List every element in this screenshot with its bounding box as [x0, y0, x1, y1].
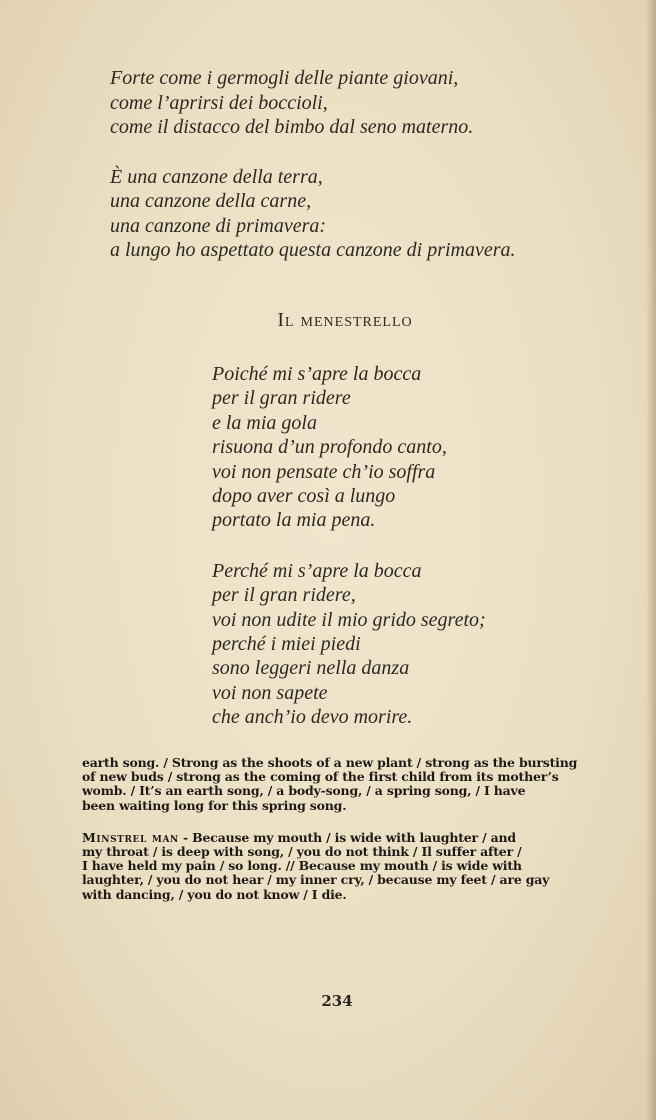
poem-intro-stanza-1 [110, 66, 630, 140]
translation-earth-song [82, 756, 594, 813]
translation-line: my throat / is deep with song, / you do not think / Il suffer after / [82, 844, 522, 860]
verse-line: per il gran ridere [212, 387, 351, 410]
verse-line: Forte come i germogli delle piante giovani, [110, 67, 459, 89]
verse-line: come il distacco del bimbo dal seno materno. [110, 116, 474, 138]
verse-line: risuona d’un profondo canto, [212, 436, 447, 459]
translation-line: laughter, / you do not hear / my inner cry, / because my feet / are gay [82, 872, 550, 888]
verse-line: sono leggeri nella danza [212, 657, 410, 680]
verse-line: È una canzone della terra, [110, 165, 323, 188]
translation-line: womb. / It’s an earth song, / a body-song, / a spring song, / I have [82, 783, 526, 799]
translation-line: been waiting long for this spring song. [82, 797, 347, 813]
translation-line: of new buds / strong as the coming of the first child from its mother’s [82, 769, 559, 785]
verse-line: a lungo ho aspettato questa canzone di primavera. [110, 239, 516, 261]
verse-line: per il gran ridere, [212, 584, 356, 607]
verse-line: portato la mia pena. [212, 509, 376, 532]
translation-minstrel-man [82, 831, 594, 902]
poem-stanza-1 [212, 362, 612, 533]
verse-line: perché i miei piedi [212, 633, 361, 656]
poem-menestrello [212, 362, 612, 756]
verse-line: una canzone di primavera: [110, 214, 327, 237]
verse-line: voi non pensate ch’io soffra [212, 460, 436, 483]
translation-line [82, 831, 594, 845]
verse-line: voi non sapete [212, 681, 328, 704]
translation-label: Minstrel man [82, 829, 179, 845]
verse-line: dopo aver così a lungo [212, 485, 396, 508]
verse-line: Perché mi s’apre la bocca [212, 559, 422, 582]
translation-line: I have held my pain / so long. // Because my mouth / is wide with [82, 858, 522, 874]
poem-stanza-2 [212, 559, 612, 730]
verse-line: che anch’io devo morire. [212, 706, 413, 729]
poem-intro [110, 66, 630, 288]
page-edge-shadow [646, 0, 656, 1120]
translation-line: earth song. / Strong as the shoots of a new plant / strong as the bursting [82, 755, 578, 770]
translation-line: with dancing, / you do not know / I die. [82, 886, 347, 902]
poem-intro-stanza-2 [110, 165, 630, 263]
verse-line: come l’aprirsi dei boccioli, [110, 91, 328, 114]
translation-line-text: - Because my mouth / is wide with laughter / and [178, 829, 516, 845]
poem-title: Il menestrello [277, 309, 413, 331]
english-translation [82, 756, 594, 920]
verse-line: voi non udite il mio grido segreto; [212, 608, 486, 631]
page-number: 234 [321, 992, 353, 1010]
verse-line: e la mia gola [212, 411, 317, 434]
verse-line: Poiché mi s’apre la bocca [212, 363, 422, 385]
verse-line: una canzone della carne, [110, 190, 312, 212]
